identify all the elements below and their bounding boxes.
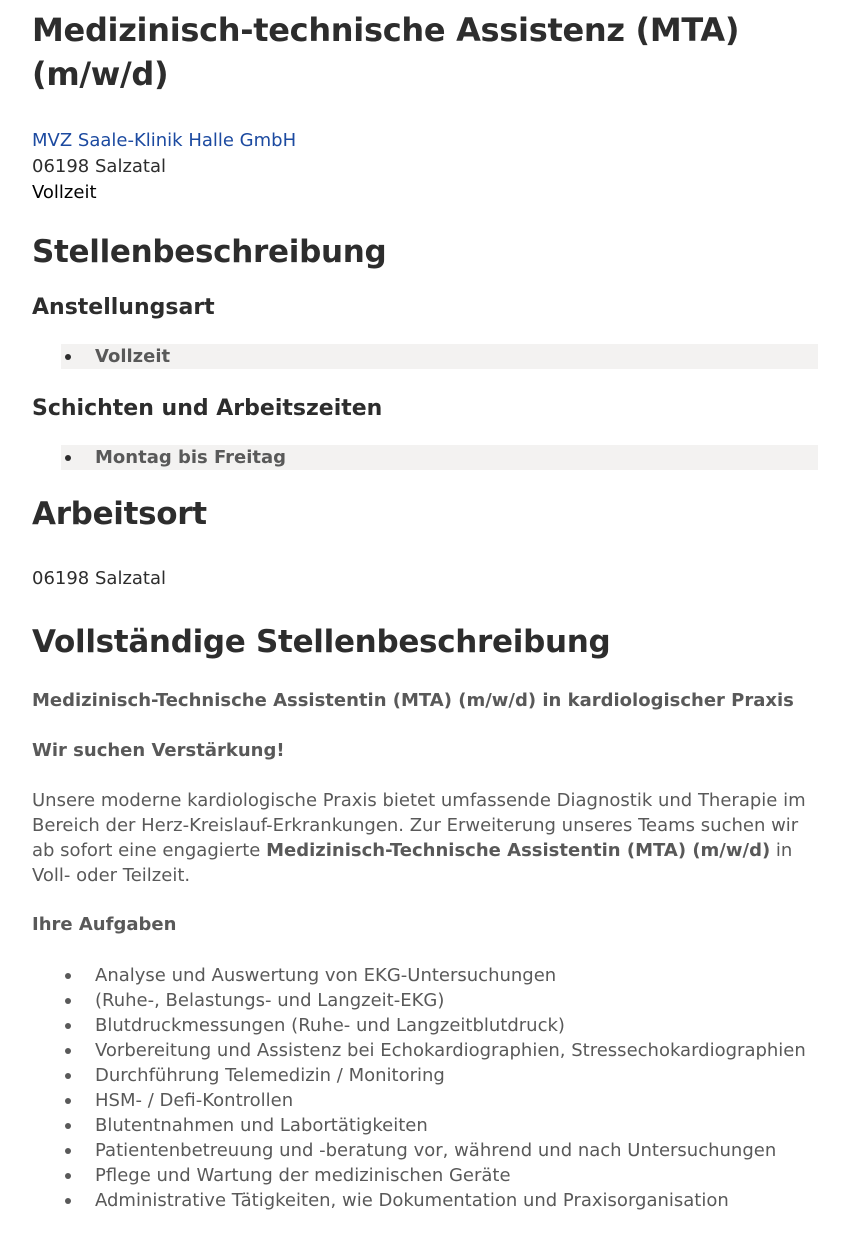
shifts-heading: Schichten und Arbeitszeiten xyxy=(32,396,383,421)
employment-type-heading: Anstellungsart xyxy=(32,295,215,320)
job-title: Medizinisch-technische Assistenz (MTA) (m/w/d) xyxy=(32,11,740,93)
task-item: Analyse und Auswertung von EKG-Untersuchungen xyxy=(61,963,818,988)
task-item: Durchführung Telemedizin / Monitoring xyxy=(61,1063,818,1088)
job-location: 06198 Salzatal xyxy=(32,156,167,177)
shifts-list xyxy=(61,445,818,470)
intro-text-start: Unsere moderne kardiologische Praxis bietet umfassende Diagnostik und Therapie im Bereich der Herz-Kreislauf-Erkrankungen. Zur Erweiterung unseres Teams suchen wir ab sofort eine engagierte xyxy=(32,790,806,861)
workplace-location: 06198 Salzatal xyxy=(32,568,167,589)
task-item: Administrative Tätigkeiten, wie Dokumentation und Praxisorganisation xyxy=(61,1188,818,1213)
shifts-item: Montag bis Freitag xyxy=(61,445,818,470)
tagline: Wir suchen Verstärkung! xyxy=(32,740,285,761)
intro-paragraph xyxy=(32,788,818,888)
task-item: Patientenbetreuung und -beratung vor, während und nach Untersuchungen xyxy=(61,1138,818,1163)
job-employment-type: Vollzeit xyxy=(32,182,97,203)
tasks-list xyxy=(61,963,818,1213)
full-description-heading: Vollständige Stellenbeschreibung xyxy=(32,624,611,660)
task-item: Blutdruckmessungen (Ruhe- und Langzeitblutdruck) xyxy=(61,1013,818,1038)
tasks-heading: Ihre Aufgaben xyxy=(32,914,177,935)
description-heading: Stellenbeschreibung xyxy=(32,234,387,270)
task-item: Blutentnahmen und Labortätigkeiten xyxy=(61,1113,818,1138)
company-link[interactable]: MVZ Saale-Klinik Halle GmbH xyxy=(32,130,297,151)
intro-text-bold: Medizinisch-Technische Assistentin (MTA) (m/w/d) xyxy=(266,840,771,861)
task-item: (Ruhe-, Belastungs- und Langzeit-EKG) xyxy=(61,988,818,1013)
intro-text-end: in Voll- oder Teilzeit. xyxy=(32,840,793,886)
job-subtitle: Medizinisch-Technische Assistentin (MTA) (m/w/d) in kardiologischer Praxis xyxy=(32,690,794,711)
task-item: HSM- / Defi-Kontrollen xyxy=(61,1088,818,1113)
employment-type-list xyxy=(61,344,818,369)
workplace-heading: Arbeitsort xyxy=(32,496,207,532)
employment-type-item: Vollzeit xyxy=(61,344,818,369)
task-item: Pflege und Wartung der medizinischen Geräte xyxy=(61,1163,818,1188)
task-item: Vorbereitung und Assistenz bei Echokardiographien, Stressechokardiographien xyxy=(61,1038,818,1063)
